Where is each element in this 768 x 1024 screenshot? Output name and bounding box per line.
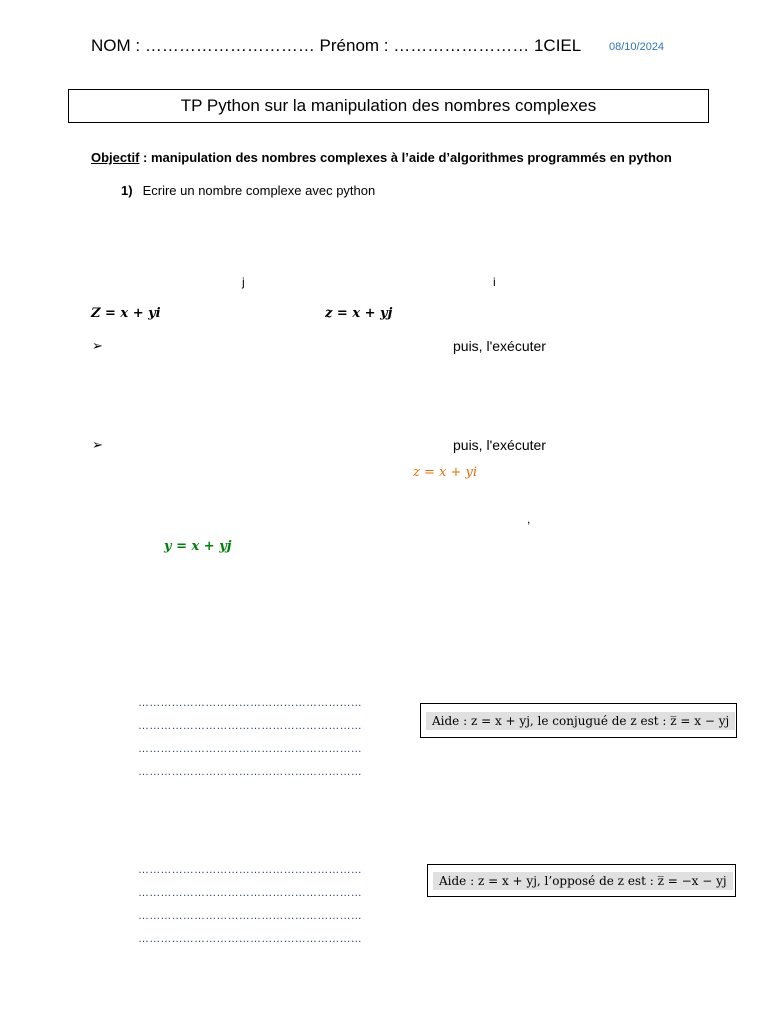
answer-dots-line: ……………………………………………………	[138, 933, 362, 945]
run-instruction-1: puis, l'exécuter	[453, 338, 546, 354]
objectif-label: Objectif	[91, 150, 140, 165]
equation-z-form: z = x + yj	[325, 306, 393, 321]
equation-green: y = x + yj	[164, 539, 232, 554]
aide-oppose-text: Aide : z = x + yj, l’opposé de z est : z̅ = −x − yj	[433, 872, 733, 890]
objectif-text: : manipulation des nombres complexes à l’aide d’algorithmes programmés en python	[139, 150, 672, 165]
date-label: 08/10/2024	[609, 41, 665, 53]
question-1-text: Ecrire un nombre complexe avec python	[142, 183, 376, 198]
name-header-line: NOM : ………………………… Prénom : …………………… 1CIEL	[91, 36, 582, 55]
answer-dots-line: ……………………………………………………	[138, 743, 362, 755]
answer-dots-line: ……………………………………………………	[138, 864, 362, 876]
question-1	[121, 183, 375, 198]
equation-orange: z = x + yi	[413, 465, 477, 480]
equation-Z-form: Z = x + yi	[91, 306, 161, 321]
arrow-bullet-icon: ➢	[92, 437, 103, 452]
title-box	[68, 89, 709, 123]
answer-dots-line: ……………………………………………………	[138, 720, 362, 732]
run-instruction-2: puis, l'exécuter	[453, 437, 546, 453]
answer-dots-line: ……………………………………………………	[138, 910, 362, 922]
question-1-number: 1)	[121, 183, 133, 198]
answer-dots-line: ……………………………………………………	[138, 697, 362, 709]
answer-dots-line: ……………………………………………………	[138, 766, 362, 778]
letter-i: i	[493, 275, 496, 289]
letter-j: j	[242, 275, 245, 289]
aide-conjugue-text: Aide : z = x + yj, le conjugué de z est : z̅ = x − yj	[426, 712, 735, 730]
aide-oppose-box	[427, 864, 736, 897]
arrow-bullet-icon: ➢	[92, 338, 103, 353]
comma-mark: ,	[527, 512, 531, 526]
aide-conjugue-box	[420, 703, 737, 738]
objectif-line	[91, 150, 672, 165]
page-title: TP Python sur la manipulation des nombres complexes	[180, 96, 597, 115]
answer-dots-line: ……………………………………………………	[138, 887, 362, 899]
